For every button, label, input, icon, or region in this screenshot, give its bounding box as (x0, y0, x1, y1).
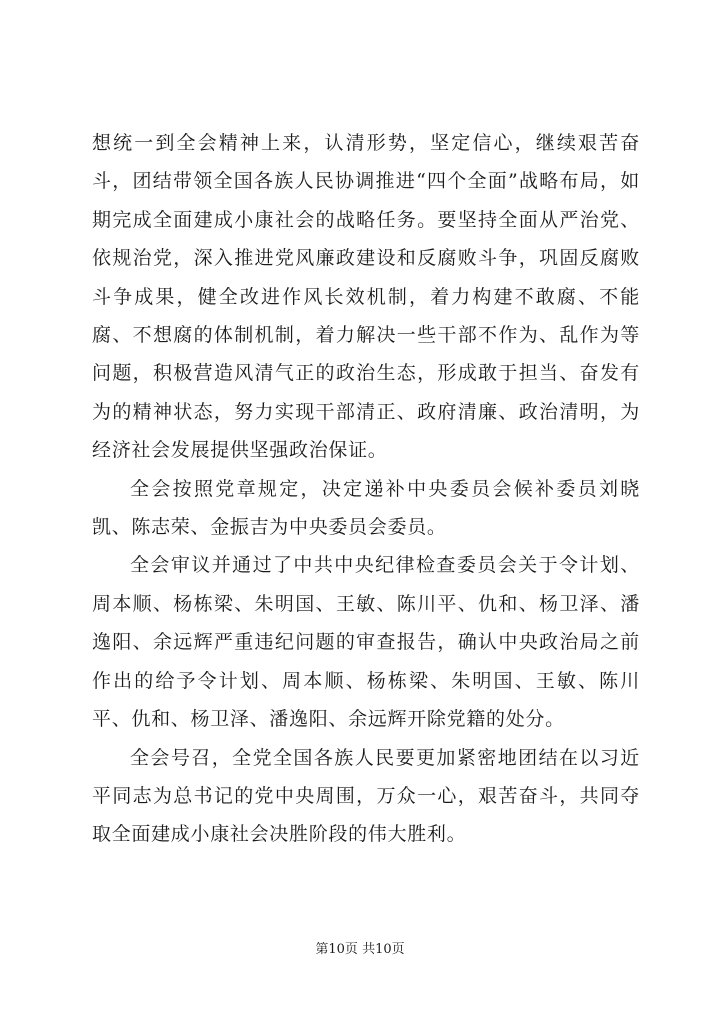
paragraph-1: 想统一到全会精神上来，认清形势，坚定信心，继续艰苦奋斗，团结带领全国各族人民协调推进“四个全面”战略布局，如期完成全面建成小康社会的战略任务。要坚持全面从严治党、依规治党，深入推进党风廉政建设和反腐败斗争，巩固反腐败斗争成果，健全改进作风长效机制，着力构建不敢腐、不能腐、不想腐的体制机制，着力解决一些干部不作为、乱作为等问题，积极营造风清气正的政治生态，形成敢于担当、奋发有为的精神状态，努力实现干部清正、政府清廉、政治清明，为经济社会发展提供坚强政治保证。 (92, 132, 640, 462)
paragraph-4: 全会号召，全党全国各族人民要更加紧密地团结在以习近平同志为总书记的党中央周围，万众一心，艰苦奋斗，共同夺取全面建成小康社会决胜阶段的伟大胜利。 (92, 746, 640, 846)
page-footer (0, 938, 720, 957)
paragraph-2: 全会按照党章规定，决定递补中央委员会候补委员刘晓凯、陈志荣、金振吉为中央委员会委员。 (92, 477, 640, 539)
paragraph-3: 全会审议并通过了中共中央纪律检查委员会关于令计划、周本顺、杨栋梁、朱明国、王敏、陈川平、仇和、杨卫泽、潘逸阳、余远辉严重违纪问题的审查报告，确认中央政治局之前作出的给予令计划、周本顺、杨栋梁、朱明国、王敏、陈川平、仇和、杨卫泽、潘逸阳、余远辉开除党籍的处分。 (92, 554, 640, 731)
page-number-label: 第10页 共10页 (315, 942, 405, 957)
document-body (92, 124, 640, 854)
